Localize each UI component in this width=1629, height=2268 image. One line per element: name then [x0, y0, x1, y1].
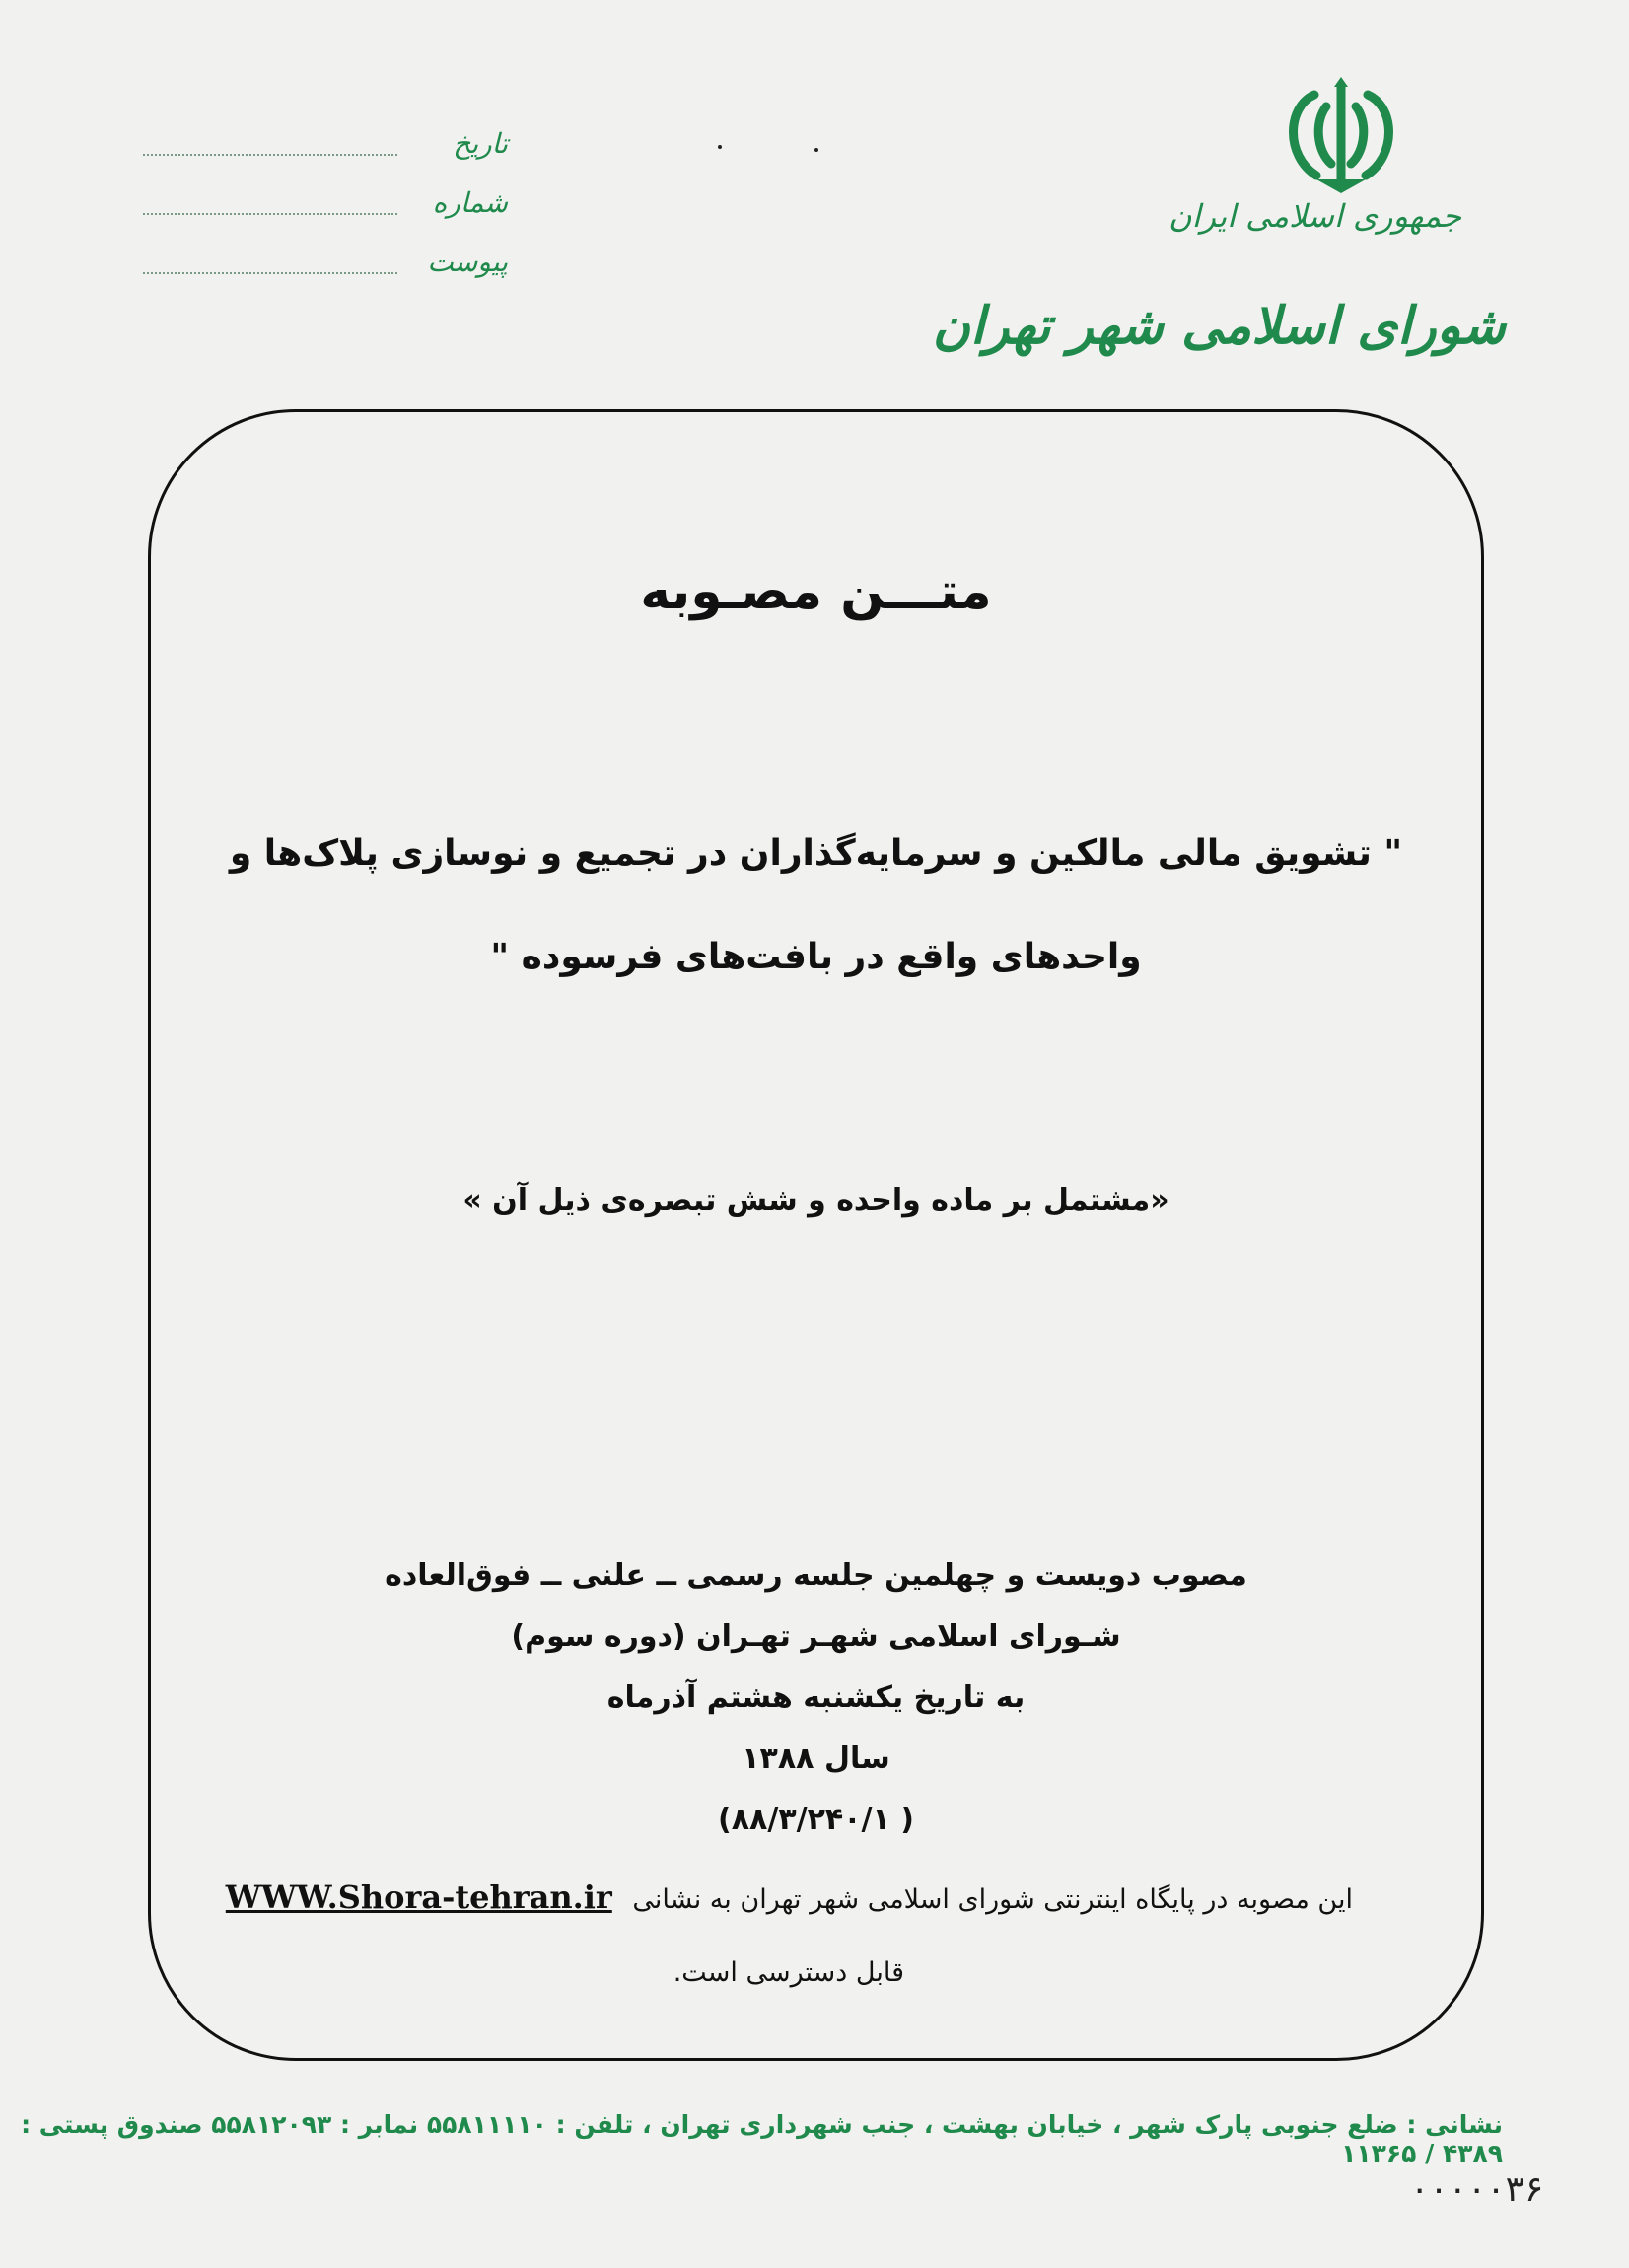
web-notice-text: این مصوبه در پایگاه اینترنتی شورای اسلامی شهر تهران به نشانی	[632, 1884, 1353, 1915]
council-name: شورای اسلامی شهر تهران	[932, 296, 1506, 356]
date-field-line	[143, 154, 397, 156]
page-number: ۰۰۰۰۰۳۶	[1410, 2169, 1544, 2210]
scan-speck	[814, 148, 818, 152]
subject-line-1: " تشویق مالی مالکین و سرمایه‌گذاران در تجمیع و نوسازی پلاک‌ها و	[229, 833, 1403, 874]
iran-emblem-icon	[1277, 77, 1405, 195]
approval-line-4: سال ۱۳۸۸	[742, 1741, 890, 1776]
approval-line-1: مصوب دویست و چهلمین جلسه رسمی ــ علنی ــ فوق‌العاده	[385, 1558, 1247, 1593]
number-field	[143, 181, 508, 221]
footer-address: نشانی : ضلع جنوبی پارک شهر ، خیابان بهشت ، جنب شهرداری تهران ، تلفن : ۵۵۸۱۱۱۱۰ نمابر : ۵۵۸۱۲۰۹۳ صندوق پستی : ۴۳۸۹ / ۱۱۳۶۵	[21, 2110, 1503, 2167]
website-link[interactable]: WWW.Shora-tehran.ir	[225, 1878, 612, 1916]
web-notice-line-2: قابل دسترسی است.	[673, 1957, 904, 1988]
date-field-label: تاریخ	[453, 127, 508, 160]
subject-line-2: واحدهای واقع در بافت‌های فرسوده "	[490, 937, 1142, 977]
date-field	[143, 122, 508, 162]
approval-line-3: به تاریخ یکشنبه هشتم آذرماه	[606, 1680, 1026, 1715]
number-field-label: شماره	[432, 186, 508, 219]
approval-line-2: شـورای اسلامی شهـر تهـران (دوره سوم)	[511, 1619, 1121, 1654]
attachment-field	[143, 241, 508, 280]
document-title: متـــن مصـوبه	[640, 562, 992, 621]
web-notice	[226, 1878, 1353, 1916]
republic-name: جمهوری اسلامی ایران	[1169, 197, 1461, 235]
approval-line-5: ( ۸۸/۳/۲۴۰/۱)	[718, 1803, 914, 1837]
scan-speck	[718, 145, 722, 149]
attachment-field-label: پیوست	[427, 246, 508, 278]
scope-note: «مشتمل بر ماده واحده و شش تبصره‌ی ذیل آن »	[462, 1183, 1169, 1218]
attachment-field-line	[143, 272, 397, 274]
number-field-line	[143, 213, 397, 215]
